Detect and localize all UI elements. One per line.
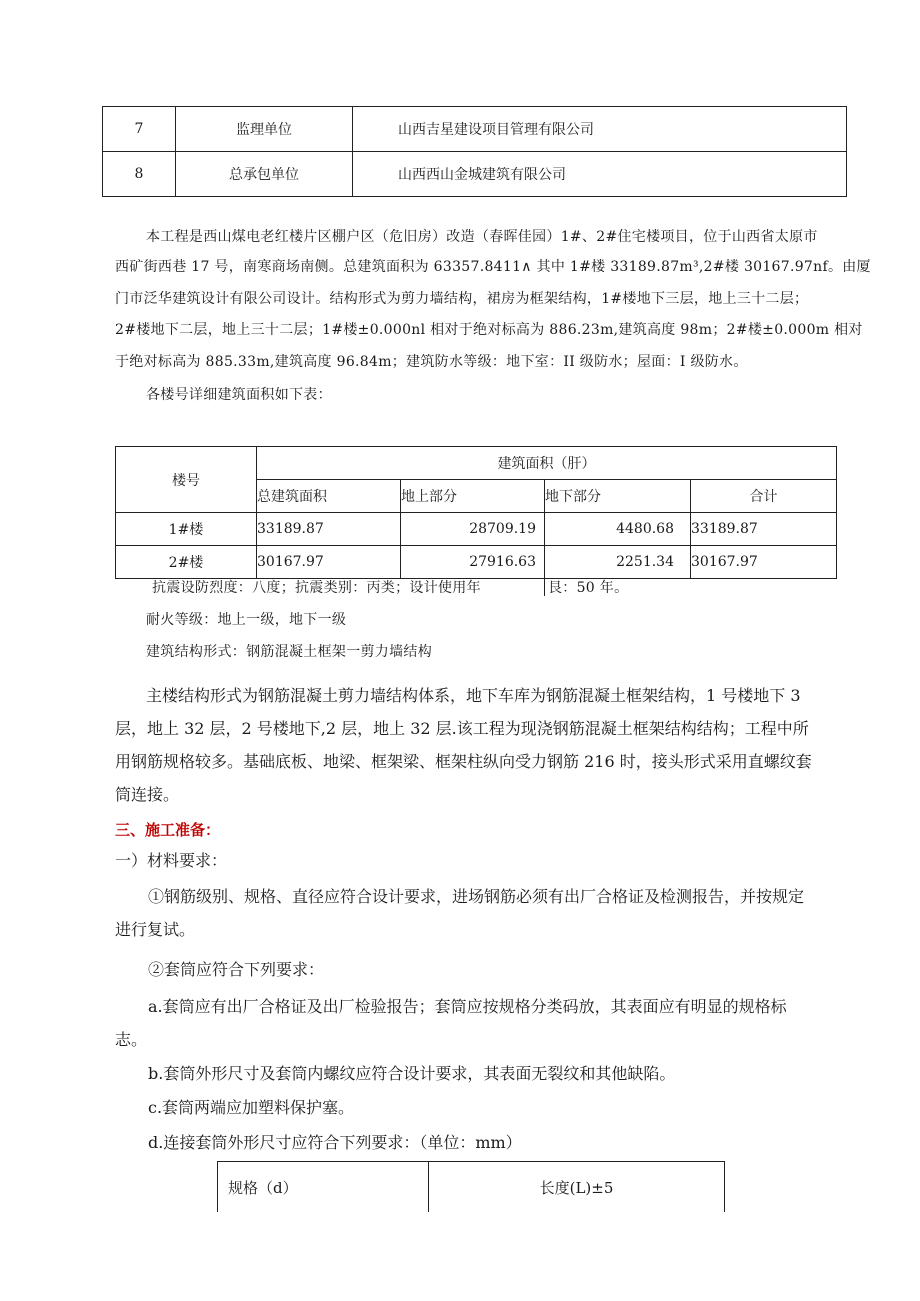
above-cell: 28709.19 bbox=[401, 513, 545, 546]
requirement-line: c.套筒两端应加塑料保护塞。 bbox=[148, 1098, 355, 1117]
area-table bbox=[115, 446, 837, 579]
length-header: 长度(L)±5 bbox=[429, 1162, 725, 1213]
requirement-line: ①钢筋级别、规格、直径应符合设计要求，进场钢筋必须有出厂合格证及检测报告，并按规定 bbox=[148, 887, 805, 906]
building-header: 楼号 bbox=[116, 447, 257, 513]
unit-role: 总承包单位 bbox=[176, 152, 353, 197]
seismic-info: 抗震设防烈度：八度；抗震类别：丙类；设计使用年 bbox=[152, 580, 481, 596]
structure-form: 建筑结构形式：钢筋混凝土框架一剪力墙结构 bbox=[146, 644, 432, 660]
above-cell: 27916.63 bbox=[401, 546, 545, 579]
total-cell: 33189.87 bbox=[257, 513, 401, 546]
structure-line: 层，地上 32 层，2 号楼地下,2 层，地上 32 层.该工程为现浇钢筋混凝土框架结构结构；工程中所 bbox=[115, 719, 809, 738]
row-number: 7 bbox=[103, 107, 176, 152]
structure-line: 用钢筋规格较多。基础底板、地梁、框架梁、框架柱纵向受力钢筋 216 时，接头形式采用直螺纹套 bbox=[115, 752, 812, 771]
below-cell: 4480.68 bbox=[545, 513, 691, 546]
unit-company: 山西吉星建设项目管理有限公司 bbox=[353, 107, 847, 152]
table-row bbox=[116, 513, 837, 546]
area-group-header: 建筑面积（肝） bbox=[257, 447, 837, 480]
building-cell: 1#楼 bbox=[116, 513, 257, 546]
table-row bbox=[218, 1162, 725, 1213]
area-table-intro: 各楼号详细建筑面积如下表： bbox=[146, 387, 332, 403]
total-cell: 30167.97 bbox=[257, 546, 401, 579]
spec-header: 规格（d） bbox=[218, 1162, 429, 1213]
unit-company: 山西西山金城建筑有限公司 bbox=[353, 152, 847, 197]
header-sum: 合计 bbox=[691, 480, 837, 513]
requirement-line: d.连接套筒外形尺寸应符合下列要求：（单位：mm） bbox=[148, 1133, 522, 1152]
unit-role: 监理单位 bbox=[176, 107, 353, 152]
subsection-heading: 一）材料要求： bbox=[115, 851, 228, 870]
sleeve-table bbox=[217, 1161, 725, 1212]
sum-cell: 30167.97 bbox=[691, 546, 837, 579]
building-cell: 2#楼 bbox=[116, 546, 257, 579]
requirement-line: 志。 bbox=[115, 1030, 148, 1049]
below-cell: 2251.34 bbox=[545, 546, 691, 579]
table-row bbox=[103, 107, 847, 152]
overview-line: 2#楼地下二层，地上三十二层；1#楼±0.000nl 相对于绝对标高为 886.23m,建筑高度 98m；2#楼±0.000m 相对 bbox=[115, 322, 863, 338]
sum-cell: 33189.87 bbox=[691, 513, 837, 546]
structure-line: 筒连接。 bbox=[115, 785, 180, 804]
table-row bbox=[116, 447, 837, 480]
row-number: 8 bbox=[103, 152, 176, 197]
cell-divider bbox=[544, 578, 545, 596]
header-above: 地上部分 bbox=[401, 480, 545, 513]
header-total: 总建筑面积 bbox=[257, 480, 401, 513]
overview-line: 本工程是西山煤电老红楼片区棚户区（危旧房）改造（春晖佳园）1#、2#住宅楼项目，位于山西省太原市 bbox=[146, 229, 818, 245]
fire-rating: 耐火等级：地上一级，地下一级 bbox=[146, 612, 347, 628]
requirement-line: 进行复试。 bbox=[115, 920, 196, 939]
overview-line: 西矿街西巷 17 号，南寒商场南侧。总建筑面积为 63357.8411∧ 其中 1#楼 33189.87m³,2#楼 30167.97nf。由厦 bbox=[115, 259, 871, 275]
table-row bbox=[103, 152, 847, 197]
units-table bbox=[102, 106, 847, 197]
requirement-line: b.套筒外形尺寸及套筒内螺纹应符合设计要求，其表面无裂纹和其他缺陷。 bbox=[148, 1064, 676, 1083]
structure-line: 主楼结构形式为钢筋混凝土剪力墙结构体系，地下车库为钢筋混凝土框架结构，1 号楼地下 3 bbox=[146, 686, 801, 705]
overview-line: 门市泛华建筑设计有限公司设计。结构形式为剪力墙结构，裙房为框架结构，1#楼地下三层，地上三十二层； bbox=[115, 291, 809, 307]
requirement-line: a.套筒应有出厂合格证及出厂检验报告；套筒应按规格分类码放，其表面应有明显的规格标 bbox=[148, 997, 787, 1016]
header-below: 地下部分 bbox=[545, 480, 691, 513]
section-heading: 三、施工准备： bbox=[115, 821, 221, 839]
seismic-info-tail: 艮：50 年。 bbox=[548, 580, 629, 596]
requirement-line: ②套筒应符合下列要求： bbox=[148, 960, 325, 979]
overview-line: 于绝对标高为 885.33m,建筑高度 96.84m；建筑防水等级：地下室：II 级防水；屋面：I 级防水。 bbox=[115, 354, 748, 370]
